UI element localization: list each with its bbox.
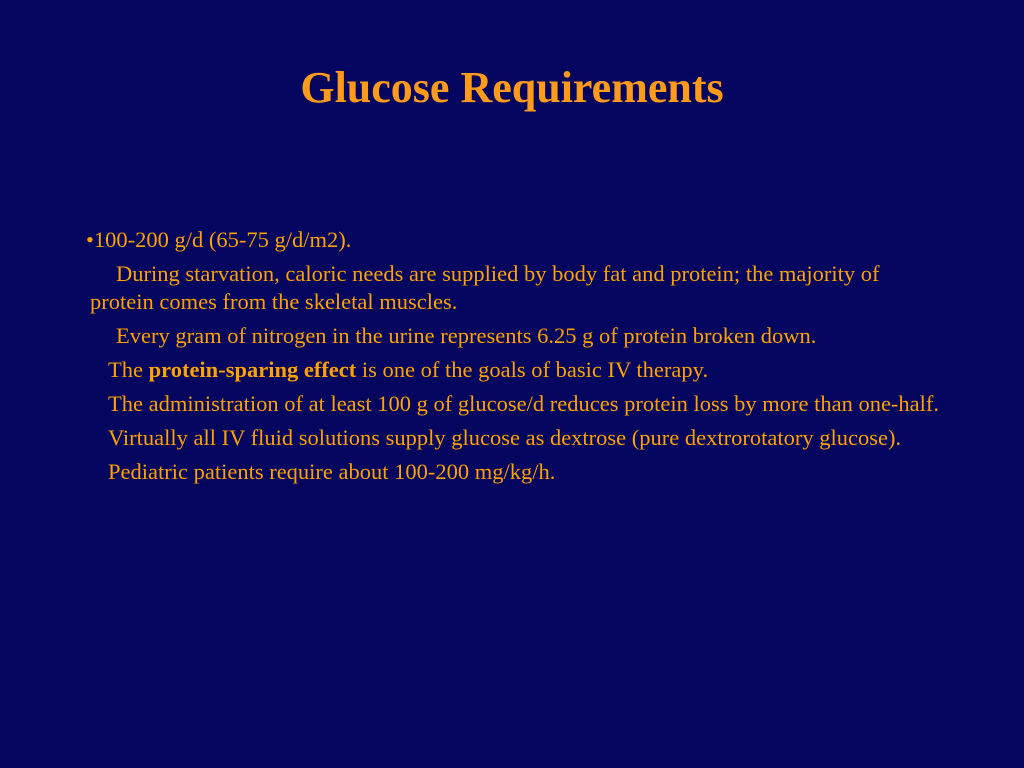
paragraph-protein-sparing (90, 356, 940, 384)
paragraph-pediatric: Pediatric patients require about 100-200 mg/kg/h. (108, 459, 556, 484)
paragraph-administration: The administration of at least 100 g of glucose/d reduces protein loss by more than one-half. (108, 391, 940, 416)
protein-sparing-post: is one of the goals of basic IV therapy. (356, 357, 709, 382)
bullet-glucose-range (86, 226, 940, 254)
paragraph-nitrogen: Every gram of nitrogen in the urine represents 6.25 g of protein broken down. (116, 323, 817, 348)
bullet-marker: • (86, 227, 94, 252)
slide-body (86, 226, 940, 492)
protein-sparing-bold: protein-sparing effect (148, 357, 357, 382)
slide-title: Glucose Requirements (300, 63, 724, 112)
glucose-range-text: 100-200 g/d (65-75 g/d/m2). (93, 227, 352, 252)
protein-sparing-pre: The (108, 357, 149, 382)
paragraph-starvation: During starvation, caloric needs are supplied by body fat and protein; the majority of protein comes from the skeletal muscles. (90, 261, 880, 314)
paragraph-dextrose: Virtually all IV fluid solutions supply glucose as dextrose (pure dextrorotatory glucose). (108, 425, 902, 450)
